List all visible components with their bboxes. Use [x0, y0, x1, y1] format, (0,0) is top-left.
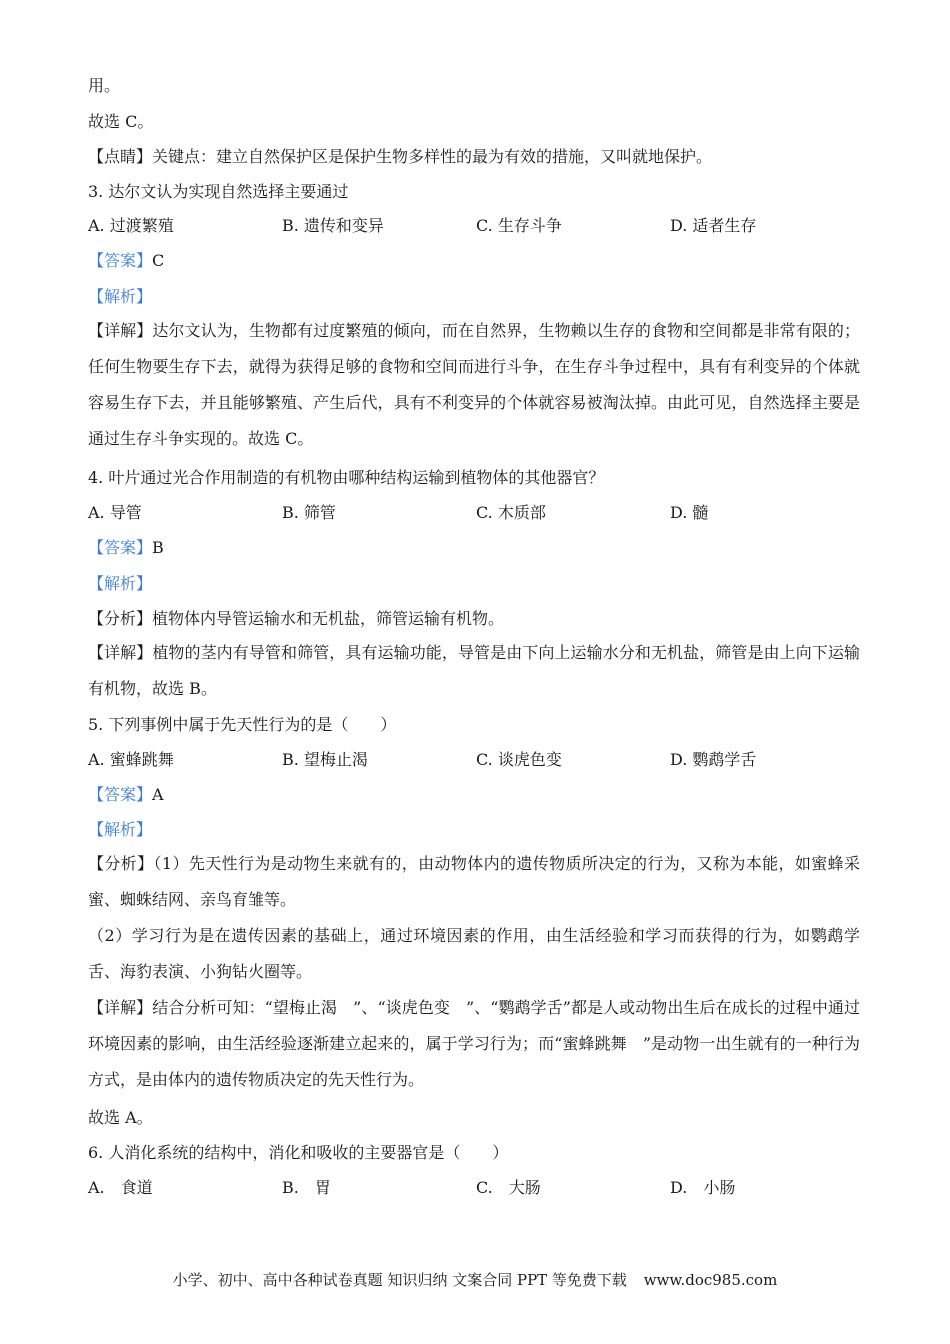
- q4-fenxi: [88, 609, 504, 629]
- detail-text: 达尔文认为，生物都有过度繁殖的倾向，而在自然界，生物赖以生存的食物和空间都是非常有限的；任何生物要生存下去，就得为获得足够的食物和空间而进行斗争，在生存斗争过程中，具有有利变异的个体就容易生存下去，并且能够繁殖、产生后代，具有不利变异的个体就容易被淘汰掉。由此可见，自然选择主要是通过生存斗争实现的。故选 C。: [88, 321, 860, 448]
- question-3-stem: 3. 达尔文认为实现自然选择主要通过: [88, 182, 349, 201]
- analysis-tag: 【解析】: [88, 574, 153, 593]
- question-6-stem: 6. 人消化系统的结构中，消化和吸收的主要器官是（ ）: [88, 1143, 509, 1162]
- q5-answer-line: [88, 785, 164, 805]
- text-line: 用。: [88, 76, 121, 95]
- q4-answer-line: [88, 538, 164, 558]
- q6-option-b: B. 胃: [282, 1178, 331, 1197]
- analysis-tag: 【解析】: [88, 820, 153, 839]
- q6-option-d: D. 小肠: [670, 1178, 736, 1197]
- q4-option-c: C. 木质部: [476, 503, 546, 522]
- q5-option-d: D. 鹦鹉学舌: [670, 750, 757, 769]
- detail-tag: 【详解】: [88, 643, 153, 662]
- q3-option-a: A. 过渡繁殖: [88, 216, 174, 235]
- question-4-stem: 4. 叶片通过光合作用制造的有机物由哪种结构运输到植物体的其他器官？: [88, 468, 605, 487]
- q5-conclusion: 故选 A。: [88, 1108, 153, 1127]
- q3-option-d: D. 适者生存: [670, 216, 757, 235]
- answer-value: B: [152, 538, 164, 557]
- dianjing-text: 关键点：建立自然保护区是保护生物多样性的最为有效的措施，又叫就地保护。: [152, 147, 713, 166]
- detail-tag: 【详解】: [88, 998, 153, 1017]
- q6-option-c: C. 大肠: [476, 1178, 541, 1197]
- dianjing-tag: 【点睛】: [88, 147, 153, 166]
- answer-value: A: [152, 785, 164, 804]
- answer-tag: 【答案】: [88, 785, 153, 804]
- footer-text: 小学、初中、高中各种试卷真题 知识归纳 文案合同 PPT 等免费下载: [172, 1271, 627, 1289]
- q6-option-a: A. 食道: [88, 1178, 153, 1197]
- q4-option-a: A. 导管: [88, 503, 142, 522]
- detail-tag: 【详解】: [88, 321, 153, 340]
- q5-option-b: B. 望梅止渴: [282, 750, 368, 769]
- dianjing-line: [88, 147, 712, 167]
- q4-detail: [88, 635, 860, 707]
- detail-text: 结合分析可知：“望梅止渴 ”、“谈虎色变 ”、“鹦鹉学舌”都是人或动物出生后在成长的过程中通过环境因素的影响，由生活经验逐渐建立起来的，属于学习行为；而“蜜蜂跳舞 ”是动物一出生就有的一种行为方式，是由体内的遗传物质决定的先天性行为。: [88, 998, 860, 1089]
- detail-text: 植物的茎内有导管和筛管，具有运输功能，导管是由下向上运输水分和无机盐，筛管是由上向下运输有机物，故选 B。: [88, 643, 860, 698]
- q3-option-b: B. 遗传和变异: [282, 216, 384, 235]
- q3-option-c: C. 生存斗争: [476, 216, 562, 235]
- q5-fenxi-1: [88, 846, 860, 918]
- answer-tag: 【答案】: [88, 251, 153, 270]
- fenxi-tag: 【分析】: [88, 854, 154, 873]
- text-line: 故选 C。: [88, 112, 154, 131]
- page-footer: [0, 1270, 950, 1290]
- q3-answer-line: [88, 251, 164, 271]
- q4-option-d: D. 髓: [670, 503, 709, 522]
- answer-tag: 【答案】: [88, 538, 153, 557]
- answer-value: C: [152, 251, 165, 270]
- q5-option-c: C. 谈虎色变: [476, 750, 562, 769]
- fenxi-tag: 【分析】: [88, 609, 153, 628]
- analysis-tag: 【解析】: [88, 287, 153, 306]
- fenxi-text: 植物体内导管运输水和无机盐，筛管运输有机物。: [152, 609, 505, 628]
- q5-detail: [88, 990, 860, 1098]
- fenxi-text: （1）先天性行为是动物生来就有的，由动物体内的遗传物质所决定的行为，又称为本能，如蜜蜂采蜜、蜘蛛结网、亲鸟育雏等。: [88, 854, 860, 909]
- footer-link[interactable]: www.doc985.com: [643, 1271, 778, 1289]
- question-5-stem: 5. 下列事例中属于先天性行为的是（ ）: [88, 715, 397, 734]
- q5-option-a: A. 蜜蜂跳舞: [88, 750, 174, 769]
- q5-fenxi-2: （2）学习行为是在遗传因素的基础上，通过环境因素的作用，由生活经验和学习而获得的行为，如鹦鹉学舌、海豹表演、小狗钻火圈等。: [88, 926, 860, 981]
- q3-detail: [88, 313, 860, 457]
- q4-option-b: B. 筛管: [282, 503, 336, 522]
